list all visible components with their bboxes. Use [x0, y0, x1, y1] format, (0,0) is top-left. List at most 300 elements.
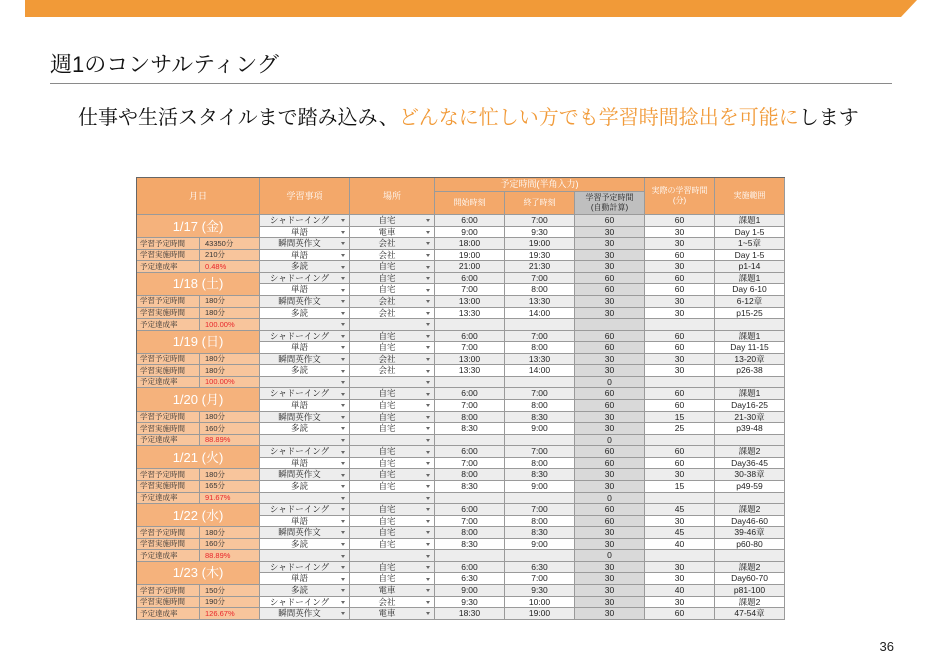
day-date-cell: 1/20 (月) — [137, 388, 260, 411]
planned-minutes-cell: 30 — [575, 296, 645, 308]
range-cell: p1-14 — [715, 261, 785, 273]
dropdown-arrow-icon — [341, 393, 345, 396]
summary-label: 学習実施時間 — [137, 250, 200, 262]
place-dropdown[interactable] — [350, 516, 435, 528]
planned-minutes-cell: 30 — [575, 608, 645, 620]
planned-total-value: 180分 — [200, 412, 260, 424]
subject-value: 単語 — [290, 400, 308, 411]
range-cell: 課題1 — [715, 273, 785, 285]
subject-dropdown[interactable] — [260, 597, 350, 609]
place-value: 自宅 — [378, 272, 396, 283]
header-planned-minutes — [575, 192, 645, 215]
place-dropdown[interactable] — [350, 493, 435, 505]
place-dropdown[interactable] — [350, 215, 435, 227]
actual-minutes-cell: 30 — [645, 308, 715, 320]
range-cell: Day60-70 — [715, 573, 785, 585]
summary-label: 予定達成率 — [137, 377, 200, 389]
dropdown-arrow-icon — [341, 555, 345, 558]
place-dropdown[interactable] — [350, 400, 435, 412]
subject-dropdown[interactable] — [260, 608, 350, 620]
start-time-cell — [435, 493, 505, 505]
range-cell: p60-80 — [715, 539, 785, 551]
planned-minutes-cell: 0 — [575, 377, 645, 389]
actual-minutes-cell — [645, 377, 715, 389]
dropdown-arrow-icon — [426, 531, 430, 534]
range-cell: 47-54章 — [715, 608, 785, 620]
dropdown-arrow-icon — [341, 242, 345, 245]
subject-value: 多読 — [290, 307, 308, 318]
dropdown-arrow-icon — [426, 462, 430, 465]
dropdown-arrow-icon — [426, 404, 430, 407]
dropdown-arrow-icon — [341, 612, 345, 615]
place-dropdown[interactable] — [350, 597, 435, 609]
start-time-cell: 6:00 — [435, 331, 505, 343]
place-value: 電車 — [378, 585, 396, 596]
subject-value: 多読 — [290, 585, 308, 596]
planned-total-value: 150分 — [200, 585, 260, 597]
subject-dropdown[interactable] — [260, 573, 350, 585]
dropdown-arrow-icon — [426, 231, 430, 234]
place-dropdown[interactable] — [350, 585, 435, 597]
planned-minutes-cell: 60 — [575, 458, 645, 470]
place-value: 会社 — [378, 295, 396, 306]
end-time-cell: 19:00 — [505, 238, 575, 250]
end-time-cell: 9:00 — [505, 481, 575, 493]
end-time-cell: 7:00 — [505, 388, 575, 400]
subject-value: シャドーイング — [269, 504, 330, 515]
start-time-cell: 7:00 — [435, 400, 505, 412]
subject-dropdown[interactable] — [260, 250, 350, 262]
planned-minutes-cell: 0 — [575, 550, 645, 562]
range-cell: 1~5章 — [715, 238, 785, 250]
subject-value: シャドーイング — [269, 272, 330, 283]
end-time-cell: 7:00 — [505, 573, 575, 585]
planned-minutes-cell: 30 — [575, 261, 645, 273]
planned-minutes-cell: 60 — [575, 504, 645, 516]
range-cell: 課題2 — [715, 504, 785, 516]
actual-minutes-cell: 45 — [645, 504, 715, 516]
actual-total-value: 160分 — [200, 423, 260, 435]
start-time-cell: 6:00 — [435, 562, 505, 574]
end-time-cell: 14:00 — [505, 365, 575, 377]
place-dropdown[interactable] — [350, 273, 435, 285]
subtitle-lead: 仕事や生活スタイルまで踏み込み、 — [78, 107, 399, 129]
dropdown-arrow-icon — [426, 312, 430, 315]
place-dropdown[interactable] — [350, 446, 435, 458]
dropdown-arrow-icon — [341, 531, 345, 534]
day-date-cell: 1/21 (火) — [137, 446, 260, 469]
place-dropdown[interactable] — [350, 377, 435, 389]
subject-value: 瞬間英作文 — [278, 353, 321, 364]
range-cell: 課題1 — [715, 215, 785, 227]
planned-total-value: 180分 — [200, 296, 260, 308]
end-time-cell: 7:00 — [505, 504, 575, 516]
range-cell: Day16-25 — [715, 400, 785, 412]
subject-dropdown[interactable] — [260, 527, 350, 539]
dropdown-arrow-icon — [341, 300, 345, 303]
subject-dropdown[interactable] — [260, 261, 350, 273]
summary-label: 学習実施時間 — [137, 365, 200, 377]
place-value: 会社 — [378, 238, 396, 249]
summary-label: 学習予定時間 — [137, 354, 200, 366]
start-time-cell: 6:30 — [435, 573, 505, 585]
place-dropdown[interactable] — [350, 573, 435, 585]
dropdown-arrow-icon — [426, 578, 430, 581]
dropdown-arrow-icon — [426, 589, 430, 592]
planned-minutes-cell: 0 — [575, 435, 645, 447]
header-start-time: 開始時刻 — [435, 192, 505, 215]
subject-dropdown[interactable] — [260, 354, 350, 366]
range-cell — [715, 377, 785, 389]
dropdown-arrow-icon — [341, 589, 345, 592]
actual-minutes-cell: 30 — [645, 296, 715, 308]
place-dropdown[interactable] — [350, 481, 435, 493]
place-value: 自宅 — [378, 330, 396, 341]
place-dropdown[interactable] — [350, 331, 435, 343]
slide-title: 週1のコンサルティング — [50, 52, 279, 77]
header-date: 月日 — [137, 178, 260, 215]
actual-minutes-cell: 60 — [645, 331, 715, 343]
range-cell — [715, 550, 785, 562]
end-time-cell — [505, 435, 575, 447]
day-date-cell: 1/22 (水) — [137, 504, 260, 527]
planned-minutes-cell: 30 — [575, 238, 645, 250]
dropdown-arrow-icon — [341, 323, 345, 326]
dropdown-arrow-icon — [426, 427, 430, 430]
start-time-cell: 9:00 — [435, 585, 505, 597]
end-time-cell: 13:30 — [505, 296, 575, 308]
planned-minutes-cell: 30 — [575, 227, 645, 239]
actual-minutes-cell: 40 — [645, 585, 715, 597]
subject-dropdown[interactable] — [260, 423, 350, 435]
range-cell: Day36-45 — [715, 458, 785, 470]
subject-dropdown[interactable] — [260, 412, 350, 424]
dropdown-arrow-icon — [426, 508, 430, 511]
end-time-cell — [505, 377, 575, 389]
planned-minutes-cell: 30 — [575, 250, 645, 262]
actual-minutes-cell: 30 — [645, 469, 715, 481]
header-planned-minutes-line2: (自動計算) — [590, 203, 629, 212]
subject-dropdown[interactable] — [260, 446, 350, 458]
top-accent-bar — [0, 0, 939, 18]
actual-total-value: 180分 — [200, 308, 260, 320]
start-time-cell: 19:00 — [435, 250, 505, 262]
range-cell: 課題2 — [715, 562, 785, 574]
summary-label: 学習予定時間 — [137, 469, 200, 481]
place-dropdown[interactable] — [350, 539, 435, 551]
summary-label: 学習予定時間 — [137, 585, 200, 597]
dropdown-arrow-icon — [341, 254, 345, 257]
range-cell: p26-38 — [715, 365, 785, 377]
subject-dropdown[interactable] — [260, 215, 350, 227]
summary-label: 学習実施時間 — [137, 308, 200, 320]
place-dropdown[interactable] — [350, 435, 435, 447]
dropdown-arrow-icon — [341, 520, 345, 523]
subject-dropdown[interactable] — [260, 539, 350, 551]
subject-dropdown[interactable] — [260, 504, 350, 516]
subject-dropdown[interactable] — [260, 319, 350, 331]
subject-value: 多読 — [290, 423, 308, 434]
place-dropdown[interactable] — [350, 296, 435, 308]
end-time-cell: 9:00 — [505, 539, 575, 551]
place-dropdown[interactable] — [350, 342, 435, 354]
start-time-cell: 6:00 — [435, 504, 505, 516]
actual-minutes-cell: 60 — [645, 458, 715, 470]
summary-label: 学習予定時間 — [137, 296, 200, 308]
start-time-cell — [435, 550, 505, 562]
range-cell: 30-38章 — [715, 469, 785, 481]
start-time-cell — [435, 319, 505, 331]
header-subject: 学習事項 — [260, 178, 350, 215]
dropdown-arrow-icon — [426, 266, 430, 269]
place-dropdown[interactable] — [350, 227, 435, 239]
subject-dropdown[interactable] — [260, 308, 350, 320]
start-time-cell — [435, 435, 505, 447]
planned-total-value: 180分 — [200, 469, 260, 481]
actual-minutes-cell: 30 — [645, 354, 715, 366]
place-dropdown[interactable] — [350, 412, 435, 424]
dropdown-arrow-icon — [426, 242, 430, 245]
actual-total-value: 190分 — [200, 597, 260, 609]
actual-total-value: 160分 — [200, 539, 260, 551]
subject-value: 単語 — [290, 573, 308, 584]
dropdown-arrow-icon — [426, 555, 430, 558]
actual-minutes-cell: 60 — [645, 250, 715, 262]
planned-minutes-cell: 60 — [575, 215, 645, 227]
place-value: 自宅 — [378, 480, 396, 491]
dropdown-arrow-icon — [426, 485, 430, 488]
start-time-cell: 8:30 — [435, 423, 505, 435]
planned-minutes-cell: 30 — [575, 573, 645, 585]
subject-dropdown[interactable] — [260, 365, 350, 377]
range-cell: 課題1 — [715, 331, 785, 343]
subject-dropdown[interactable] — [260, 284, 350, 296]
summary-label: 学習実施時間 — [137, 481, 200, 493]
planned-minutes-cell: 30 — [575, 539, 645, 551]
subject-dropdown[interactable] — [260, 469, 350, 481]
planned-minutes-cell: 30 — [575, 527, 645, 539]
actual-minutes-cell: 45 — [645, 527, 715, 539]
subject-dropdown[interactable] — [260, 458, 350, 470]
place-dropdown[interactable] — [350, 261, 435, 273]
end-time-cell: 7:00 — [505, 331, 575, 343]
header-planned-minutes-line1: 学習予定時間 — [585, 193, 634, 202]
planned-minutes-cell: 30 — [575, 469, 645, 481]
place-value: 自宅 — [378, 527, 396, 538]
place-value: 会社 — [378, 249, 396, 260]
start-time-cell: 13:30 — [435, 365, 505, 377]
start-time-cell: 18:30 — [435, 608, 505, 620]
place-value: 自宅 — [378, 457, 396, 468]
dropdown-arrow-icon — [341, 543, 345, 546]
subject-value: シャドーイング — [269, 446, 330, 457]
achievement-rate-value: 0.48% — [200, 261, 260, 273]
place-dropdown[interactable] — [350, 608, 435, 620]
range-cell: Day 1-5 — [715, 227, 785, 239]
planned-minutes-cell: 60 — [575, 273, 645, 285]
subject-value: 多読 — [290, 365, 308, 376]
header-actual-minutes-line1: 実際の学習時間 — [651, 186, 708, 195]
start-time-cell: 6:00 — [435, 388, 505, 400]
subject-dropdown[interactable] — [260, 481, 350, 493]
place-dropdown[interactable] — [350, 458, 435, 470]
subject-dropdown[interactable] — [260, 493, 350, 505]
planned-total-value: 180分 — [200, 527, 260, 539]
slide-subtitle — [78, 104, 859, 132]
place-dropdown[interactable] — [350, 423, 435, 435]
start-time-cell: 8:30 — [435, 481, 505, 493]
summary-label: 学習実施時間 — [137, 539, 200, 551]
summary-label: 予定達成率 — [137, 608, 200, 620]
dropdown-arrow-icon — [341, 451, 345, 454]
header-range: 実施範囲 — [715, 178, 785, 215]
summary-label: 予定達成率 — [137, 493, 200, 505]
end-time-cell: 8:30 — [505, 412, 575, 424]
range-cell: 21-30章 — [715, 412, 785, 424]
dropdown-arrow-icon — [341, 439, 345, 442]
place-dropdown[interactable] — [350, 284, 435, 296]
subject-dropdown[interactable] — [260, 238, 350, 250]
planned-total-value: 180分 — [200, 354, 260, 366]
dropdown-arrow-icon — [426, 451, 430, 454]
subject-value: シャドーイング — [269, 596, 330, 607]
start-time-cell: 13:30 — [435, 308, 505, 320]
subject-value: 瞬間英作文 — [278, 295, 321, 306]
dropdown-arrow-icon — [341, 266, 345, 269]
dropdown-arrow-icon — [341, 370, 345, 373]
place-value: 自宅 — [378, 388, 396, 399]
dropdown-arrow-icon — [426, 439, 430, 442]
achievement-rate-value: 100.00% — [200, 319, 260, 331]
dropdown-arrow-icon — [426, 370, 430, 373]
range-cell: 課題2 — [715, 597, 785, 609]
place-dropdown[interactable] — [350, 527, 435, 539]
planned-minutes-cell: 60 — [575, 516, 645, 528]
planned-minutes-cell: 30 — [575, 423, 645, 435]
place-value: 会社 — [378, 365, 396, 376]
subject-dropdown[interactable] — [260, 585, 350, 597]
subject-dropdown[interactable] — [260, 273, 350, 285]
dropdown-arrow-icon — [341, 416, 345, 419]
dropdown-arrow-icon — [341, 231, 345, 234]
subject-dropdown[interactable] — [260, 342, 350, 354]
day-date-cell: 1/17 (金) — [137, 215, 260, 238]
actual-total-value: 180分 — [200, 365, 260, 377]
start-time-cell: 7:00 — [435, 458, 505, 470]
subject-dropdown[interactable] — [260, 296, 350, 308]
place-dropdown[interactable] — [350, 319, 435, 331]
actual-minutes-cell: 30 — [645, 516, 715, 528]
dropdown-arrow-icon — [341, 474, 345, 477]
actual-minutes-cell: 60 — [645, 284, 715, 296]
actual-minutes-cell: 60 — [645, 342, 715, 354]
actual-minutes-cell: 30 — [645, 227, 715, 239]
planned-minutes-cell: 30 — [575, 354, 645, 366]
subject-dropdown[interactable] — [260, 400, 350, 412]
page-number: 36 — [879, 639, 894, 654]
subject-dropdown[interactable] — [260, 388, 350, 400]
planned-minutes-cell: 30 — [575, 412, 645, 424]
place-dropdown[interactable] — [350, 308, 435, 320]
subject-dropdown[interactable] — [260, 550, 350, 562]
subject-value: 多読 — [290, 480, 308, 491]
subject-dropdown[interactable] — [260, 331, 350, 343]
subject-dropdown[interactable] — [260, 377, 350, 389]
place-dropdown[interactable] — [350, 469, 435, 481]
place-dropdown[interactable] — [350, 550, 435, 562]
place-dropdown[interactable] — [350, 238, 435, 250]
planned-minutes-cell: 30 — [575, 585, 645, 597]
place-dropdown[interactable] — [350, 562, 435, 574]
actual-minutes-cell — [645, 550, 715, 562]
place-value: 自宅 — [378, 538, 396, 549]
place-dropdown[interactable] — [350, 250, 435, 262]
subject-value: 瞬間英作文 — [278, 469, 321, 480]
actual-total-value: 210分 — [200, 250, 260, 262]
start-time-cell: 9:00 — [435, 227, 505, 239]
dropdown-arrow-icon — [341, 346, 345, 349]
summary-label: 学習実施時間 — [137, 423, 200, 435]
actual-minutes-cell: 30 — [645, 562, 715, 574]
dropdown-arrow-icon — [341, 358, 345, 361]
subject-value: シャドーイング — [269, 388, 330, 399]
end-time-cell: 7:00 — [505, 273, 575, 285]
summary-label: 学習予定時間 — [137, 412, 200, 424]
subject-value: 単語 — [290, 284, 308, 295]
end-time-cell: 9:00 — [505, 423, 575, 435]
range-cell — [715, 435, 785, 447]
schedule-table — [136, 177, 785, 620]
subject-value: 瞬間英作文 — [278, 527, 321, 538]
actual-minutes-cell — [645, 435, 715, 447]
header-place: 場所 — [350, 178, 435, 215]
dropdown-arrow-icon — [341, 219, 345, 222]
subject-dropdown[interactable] — [260, 227, 350, 239]
dropdown-arrow-icon — [426, 323, 430, 326]
day-date-cell: 1/19 (日) — [137, 331, 260, 354]
actual-minutes-cell: 15 — [645, 412, 715, 424]
subject-dropdown[interactable] — [260, 562, 350, 574]
subject-dropdown[interactable] — [260, 435, 350, 447]
start-time-cell: 9:30 — [435, 597, 505, 609]
range-cell — [715, 319, 785, 331]
dropdown-arrow-icon — [426, 219, 430, 222]
end-time-cell — [505, 493, 575, 505]
place-dropdown[interactable] — [350, 365, 435, 377]
end-time-cell — [505, 550, 575, 562]
dropdown-arrow-icon — [426, 543, 430, 546]
place-dropdown[interactable] — [350, 354, 435, 366]
header-end-time: 終了時刻 — [505, 192, 575, 215]
dropdown-arrow-icon — [426, 289, 430, 292]
place-dropdown[interactable] — [350, 388, 435, 400]
end-time-cell: 9:30 — [505, 585, 575, 597]
end-time-cell: 8:00 — [505, 400, 575, 412]
dropdown-arrow-icon — [426, 601, 430, 604]
dropdown-arrow-icon — [341, 497, 345, 500]
place-dropdown[interactable] — [350, 504, 435, 516]
subject-dropdown[interactable] — [260, 516, 350, 528]
dropdown-arrow-icon — [426, 254, 430, 257]
place-value: 自宅 — [378, 261, 396, 272]
actual-minutes-cell: 30 — [645, 238, 715, 250]
subject-value: 瞬間英作文 — [278, 411, 321, 422]
actual-minutes-cell — [645, 493, 715, 505]
start-time-cell — [435, 377, 505, 389]
place-value: 自宅 — [378, 446, 396, 457]
achievement-rate-value: 88.89% — [200, 550, 260, 562]
place-value: 会社 — [378, 307, 396, 318]
